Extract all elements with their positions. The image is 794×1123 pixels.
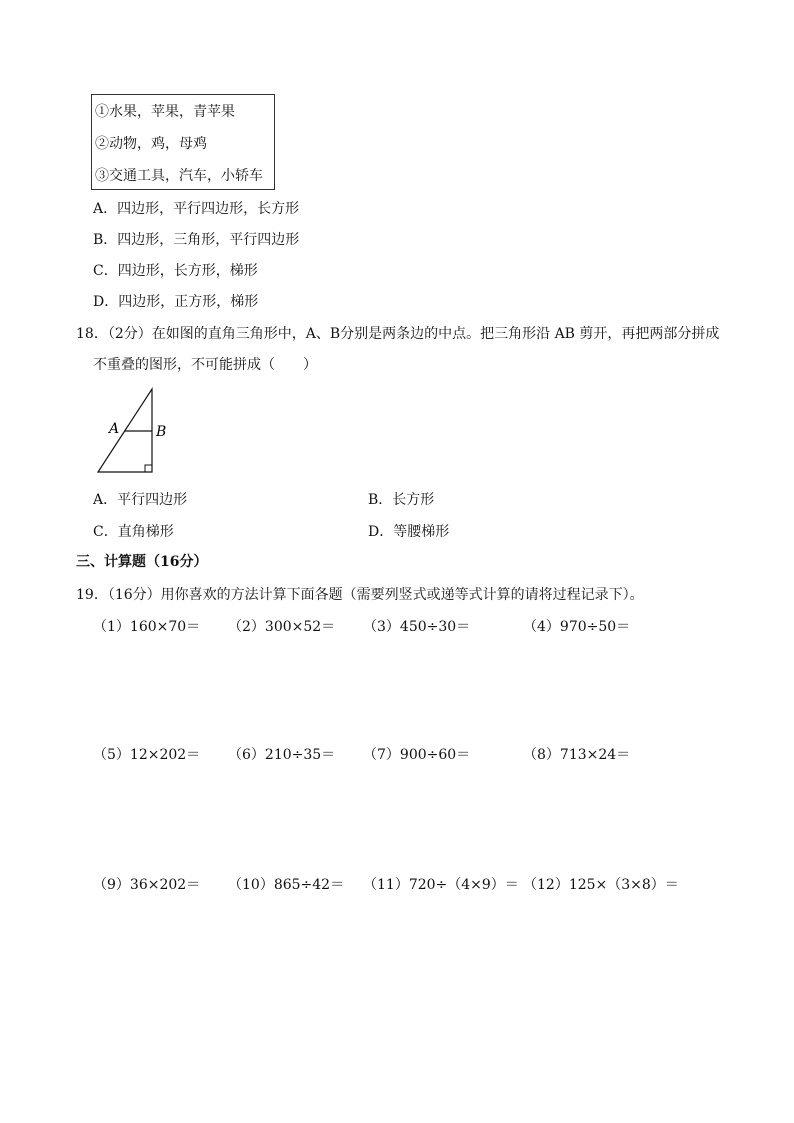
box-line-1: ①水果，苹果，青苹果 [95,104,235,120]
box-line-2: ②动物，鸡，母鸡 [95,136,207,152]
box-line-3: ③交通工具，汽车，小轿车 [95,168,263,184]
problem-2: （2）300×52＝ [228,619,336,635]
q17-option-a: A．四边形，平行四边形，长方形 [93,201,300,217]
right-angle-mark [145,465,152,472]
right-triangle-figure [90,385,170,480]
categories-box [91,94,275,190]
problem-9: （9）36×202＝ [93,877,201,893]
problem-6: （6）210÷35＝ [228,747,336,763]
q17-option-b: B．四边形，三角形，平行四边形 [93,232,300,248]
q18-option-a: A．平行四边形 [93,492,188,508]
q18-stem-line1: 18．（2分）在如图的直角三角形中，A、B分别是两条边的中点。把三角形沿 AB 剪开，再把两部分拼成 [76,326,720,342]
problem-11: （11）720÷（4×9）＝ [363,877,519,893]
problem-5: （5）12×202＝ [93,747,201,763]
label-a: A [109,421,120,437]
problem-1: （1）160×70＝ [93,619,201,635]
q18-option-c: C．直角梯形 [93,524,174,540]
q19-stem: 19．（16分）用你喜欢的方法计算下面各题（需要列竖式或递等式计算的请将过程记录下）。 [76,587,644,603]
problem-4: （4）970÷50＝ [523,619,631,635]
problem-7: （7）900÷60＝ [363,747,471,763]
q17-option-d: D．四边形，正方形，梯形 [93,294,259,310]
q18-option-b: B．长方形 [368,492,435,508]
section-title: 三、计算题（16分） [76,554,208,570]
problem-8: （8）713×24＝ [523,747,631,763]
q18-option-d: D．等腰梯形 [368,524,450,540]
q17-option-c: C．四边形，长方形，梯形 [93,263,258,279]
q18-stem-line2: 不重叠的图形，不可能拼成（ ） [93,357,317,373]
label-b: B [156,424,167,440]
problem-10: （10）865÷42＝ [228,877,345,893]
problem-12: （12）125×（3×8）＝ [523,877,679,893]
problem-3: （3）450÷30＝ [363,619,471,635]
